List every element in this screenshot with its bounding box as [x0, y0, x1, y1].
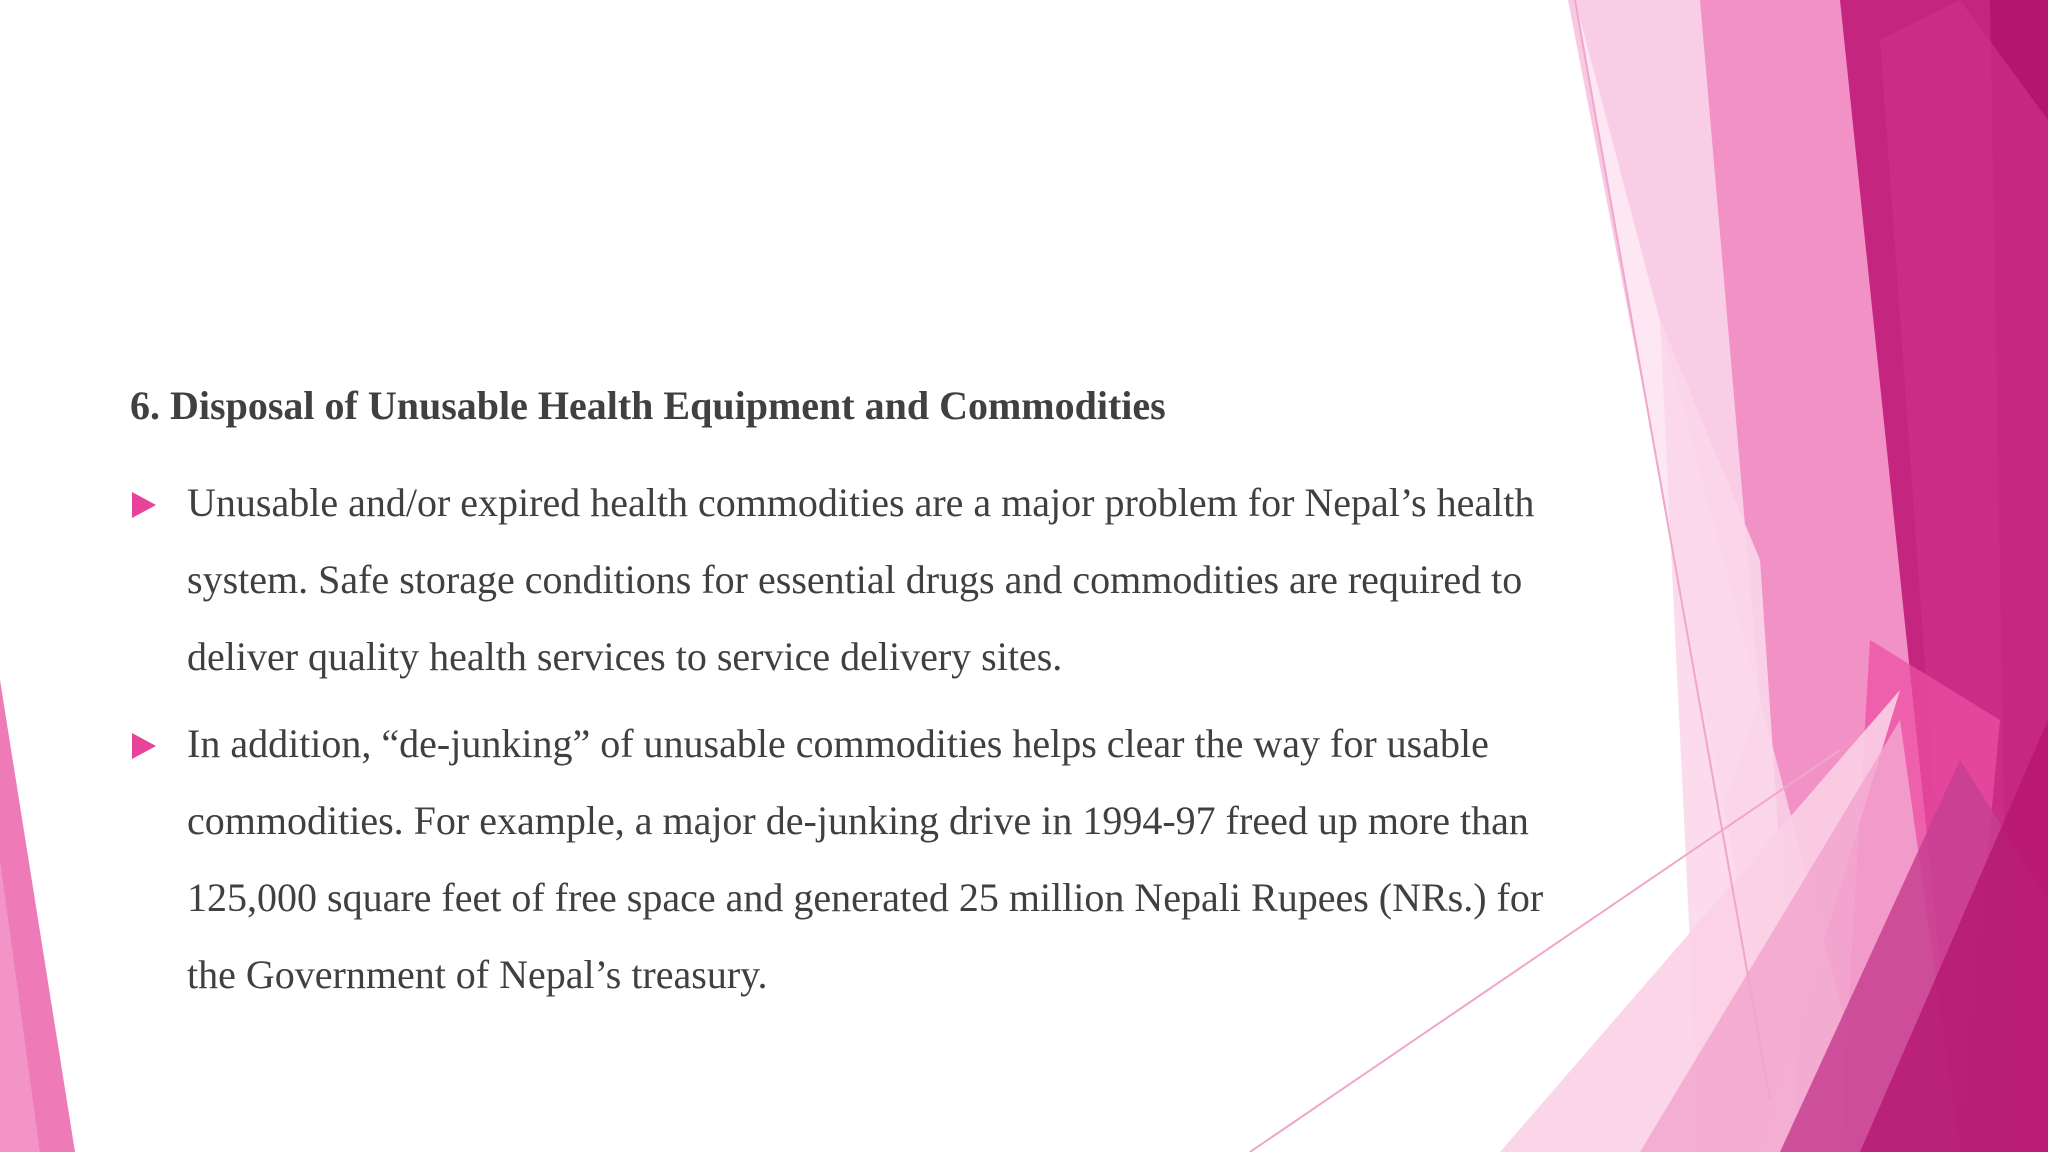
slide-content [130, 380, 1570, 1033]
triangle-right-icon [132, 492, 156, 518]
bullet-text: Unusable and/or expired health commodities are a major problem for Nepal’s health system. Safe storage conditions for essential drugs and commodities are required to deliver quality health services to service delivery sites. [187, 480, 1535, 679]
triangle-right-icon [132, 733, 156, 759]
bullet-text: In addition, “de-junking” of unusable commodities helps clear the way for usable commodities. For example, a major de-junking drive in 1994-97 freed up more than 125,000 square feet of free space and generated 25 million Nepali Rupees (NRs.) for the Government of Nepal’s treasury. [187, 721, 1544, 997]
bullet-item [130, 705, 1570, 1013]
slide-heading: 6. Disposal of Unusable Health Equipment and Commodities [130, 383, 1166, 428]
bullet-item [130, 464, 1570, 695]
